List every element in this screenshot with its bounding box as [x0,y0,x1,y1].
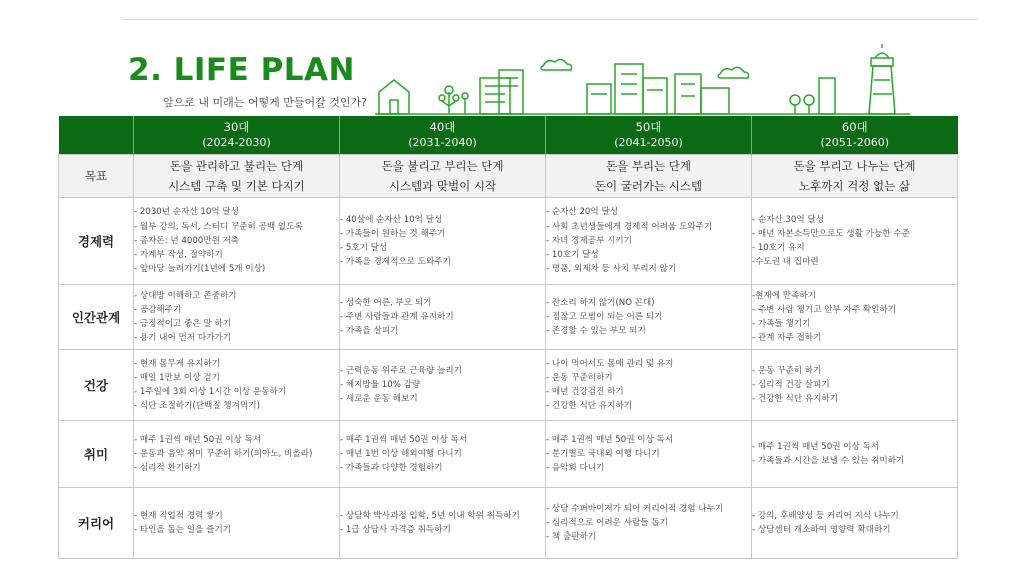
plan-item: - 분기별로 국내외 여행 다니기 [546,448,660,459]
plan-item: - 가계부 작성, 절약하기 [134,250,223,261]
row-header-goal: 목표 [59,155,134,198]
plan-item: - 가족들 챙기기 [752,319,811,329]
plan-item: - 건강한 식단 유지하기 [546,401,633,412]
building-icon [675,74,729,114]
plan-item: - 존경할 수 있는 부모 되기 [546,326,646,337]
plan-item: - 매주 1권씩 매년 50권 이상 독서 [546,434,674,445]
plan-item: - 매주 1권씩 매년 50권 이상 독서 [134,434,262,445]
plan-item: - 매년 1번 이상 해외여행 다니기 [340,448,462,459]
plan-item: - 현재 직업적 경력 쌓기 [134,510,223,521]
plan-item: - 근력운동 위주로 근육량 늘리기 [340,365,462,376]
plan-cell [546,350,752,421]
plan-item-list [546,357,751,414]
row-header: 커리어 [59,488,134,559]
goal-line: 돈을 부리는 단계 [605,159,692,173]
plan-item: - 종자돈: 년 4000만원 저축 [134,235,240,246]
plan-item-list [752,440,957,468]
plan-item-list [134,357,339,414]
column-header-50s [546,116,752,155]
plan-item: - 상담학 박사과정 입학, 5년 이내 학위 취득하기 [340,510,520,521]
plan-cell [752,285,958,350]
goal-cell-60s [752,155,958,198]
plan-cell [134,350,340,421]
plan-item: - 가족들과 다양한 경험하기 [340,463,443,474]
building-icon [819,78,835,114]
plan-item: - 앞마당 늘려가기(1년에 5개 이상) [134,264,266,275]
column-header-30s [134,116,340,155]
table-row-relationships [59,285,958,350]
plan-cell [752,488,958,559]
goal-cell-30s [134,155,340,198]
plan-item: - 상대방 이해하고 존중하기 [134,290,237,301]
plan-item: - 운동 꾸준히 하기 [752,365,822,376]
top-divider [122,19,978,20]
goal-cell-50s [546,155,752,198]
goal-line: 시스템 구축 및 기본 다지기 [168,179,305,193]
plan-item: - 강의, 후배양성 등 커리어 지식 나누기 [752,510,899,521]
plan-item: - 가족들과 시간을 보낼 수 있는 취미하기 [752,456,905,466]
table-row-economy [59,198,958,285]
column-label: 50대 [635,120,662,134]
plan-item: - 상담 수퍼바이저가 되어 커리어적 경험 나누기 [546,503,724,514]
table-header-row [59,116,958,155]
plan-item-list [340,213,545,270]
plan-cell [546,421,752,488]
life-plan-table [58,116,958,559]
plan-item: - 체지방율 10% 감량 [340,379,421,390]
plan-item: - 매일 1만보 이상 걷기 [134,372,220,383]
plan-item: - 용기 내어 먼저 다가가기 [134,333,232,344]
plan-cell [134,488,340,559]
plan-item: - 2030년 순자산 10억 달성 [134,207,239,218]
table-row-hobby [59,421,958,488]
plan-cell [340,198,546,285]
city-skyline-illustration [375,44,910,116]
plan-cell [546,198,752,285]
row-header: 취미 [59,421,134,488]
plan-cell [546,285,752,350]
plan-cell [752,350,958,421]
plan-item: - 점잖고 모범이 되는 어른 되기 [546,311,663,322]
plan-item-list [752,364,957,407]
goal-cell-40s [340,155,546,198]
plan-item-list [752,213,957,270]
column-header-40s [340,116,546,155]
goal-line: 돈을 부리고 나누는 단계 [793,159,916,173]
table-body [59,155,958,559]
plan-cell [340,488,546,559]
goal-line: 돈을 불리고 부리는 단계 [381,159,504,173]
plan-item: - 사회 초년생들에게 경제적 어려움 도와주기 [546,221,713,232]
plan-item: - 가족을 살피기 [340,326,399,337]
lighthouse-icon [869,44,895,114]
plan-item: - 명품, 외제차 등 사치 부리지 않기 [546,264,677,275]
column-label: 40대 [429,120,456,134]
plan-item-list [752,509,957,537]
plan-item-list [134,289,339,346]
plan-cell [134,421,340,488]
plan-item: - 순자산 30억 달성 [752,214,825,225]
plan-item-list [752,289,957,346]
goal-line: 시스템과 맞벌이 시작 [388,179,497,193]
plan-item-list [340,509,545,537]
column-years: (2024-2030) [202,136,271,149]
plan-item: - 심리적으로 어려운 사람들 돕기 [546,517,668,528]
plan-item: - 자녀 경제공부 시키기 [546,235,633,246]
plan-item: -현재에 만족하기 [752,290,816,301]
plan-item: - 상담센터 개소하여 영향력 확대하기 [752,525,891,535]
plan-item-list [340,364,545,407]
plan-item: - 운동 꾸준히하기 [546,372,613,383]
plan-item-list [340,433,545,476]
building-icon [587,64,667,114]
plan-cell [752,198,958,285]
plan-item: - 건강한 식단 유지하기 [752,394,839,405]
plan-item-list [546,296,751,339]
plan-cell [340,350,546,421]
plan-item: - 새로운 운동 해보기 [340,394,418,405]
table-row-health [59,350,958,421]
plan-item: - 순자산 20억 달성 [546,207,619,218]
plan-item: - 10호기 달성 [546,250,599,261]
plan-item: - 매주 1권씩 매년 50권 이상 독서 [752,441,880,452]
plan-item: - 40살에 순자산 10억 달성 [340,214,443,225]
tree-icon [439,86,468,114]
column-years: (2041-2050) [614,136,683,149]
house-icon [379,80,409,114]
plan-cell [134,285,340,350]
plan-item: - 주변 사람들과 관계 유지하기 [340,311,454,322]
plan-item: - 10호기 유지 [752,243,805,253]
building-icon [480,70,523,114]
plan-item: - 가족을 경제적으로 도와주기 [340,257,451,268]
table-row-career [59,488,958,559]
plan-item: - 타인을 돕는 일을 즐기기 [134,525,232,535]
plan-item: - 심리적 환기하기 [134,463,201,474]
goal-line: 돈을 관리하고 불리는 단계 [169,159,304,173]
row-header: 경제력 [59,198,134,285]
row-header: 건강 [59,350,134,421]
page-subtitle: 앞으로 내 미래는 어떻게 만들어갈 것인가? [163,96,367,109]
goal-line: 돈이 굴러가는 시스템 [594,179,703,193]
plan-item: - 성숙한 어른, 부모 되기 [340,297,432,308]
plan-item-list [134,205,339,276]
plan-item: - 식단 조절하기(단백질 챙겨먹기) [134,401,260,412]
plan-item-list [546,433,751,476]
plan-item: - 5호기 달성 [340,243,388,253]
plan-item-list [340,296,545,339]
plan-item: - 월부 강의, 독서, 스터디 꾸준히 공백 없도록 [134,221,303,232]
plan-cell [134,198,340,285]
column-label: 30대 [223,120,250,134]
plan-item: - 심리적 건강 살피기 [752,379,830,390]
plan-item: - 공감해주기 [134,304,182,315]
plan-item-list [546,502,751,545]
tree-icon [790,95,814,114]
plan-item-list [134,509,339,537]
plan-item: - 주변 사람 챙기고 안부 자주 확인하기 [752,304,897,315]
plan-item: - 운동과 음악 취미 꾸준히 하기(피아노, 비올라) [134,448,313,459]
plan-item-list [546,205,751,276]
row-header: 인간관계 [59,285,134,350]
goal-line: 노후까지 걱정 없는 삶 [799,179,910,193]
plan-item: - 관계 자주 접하기 [752,333,822,344]
column-label: 60대 [841,120,868,134]
plan-item: - 매주 1권씩 매년 50권 이상 독서 [340,434,468,445]
plan-item: - 음악회 다니기 [546,463,605,474]
column-years: (2031-2040) [408,136,477,149]
plan-cell [340,421,546,488]
cloud-icon [541,59,749,78]
plan-item: - 책 출판하기 [546,532,597,543]
plan-item: - 1주일에 3회 이상 1시간 이상 운동하기 [134,387,287,397]
corner-header [59,116,134,155]
page-title: 2. LIFE PLAN [128,52,355,88]
plan-cell [546,488,752,559]
plan-item: - 나이 먹어서도 몸매 관리 및 유지 [546,358,674,369]
plan-item: -수도권 내 집마련 [752,257,819,268]
plan-item: - 현재 몸무게 유지하기 [134,358,221,369]
plan-item-list [134,433,339,476]
plan-item: - 매년 건강검진 하기 [546,387,624,397]
column-header-60s [752,116,958,155]
plan-cell [752,421,958,488]
plan-item: - 매년 자본소득만으로도 생활 가능한 수준 [752,228,910,239]
table-row-goal [59,155,958,198]
plan-item: - 잔소리 하지 않기(NO 꼰대) [546,297,655,308]
plan-item: - 긍정적이고 좋은 말 하기 [134,319,232,329]
plan-item: - 가족들이 원하는 것 해주기 [340,228,446,239]
column-years: (2051-2060) [820,136,890,149]
plan-cell [340,285,546,350]
plan-item: - 1급 상담사 자격증 취득하기 [340,525,451,535]
